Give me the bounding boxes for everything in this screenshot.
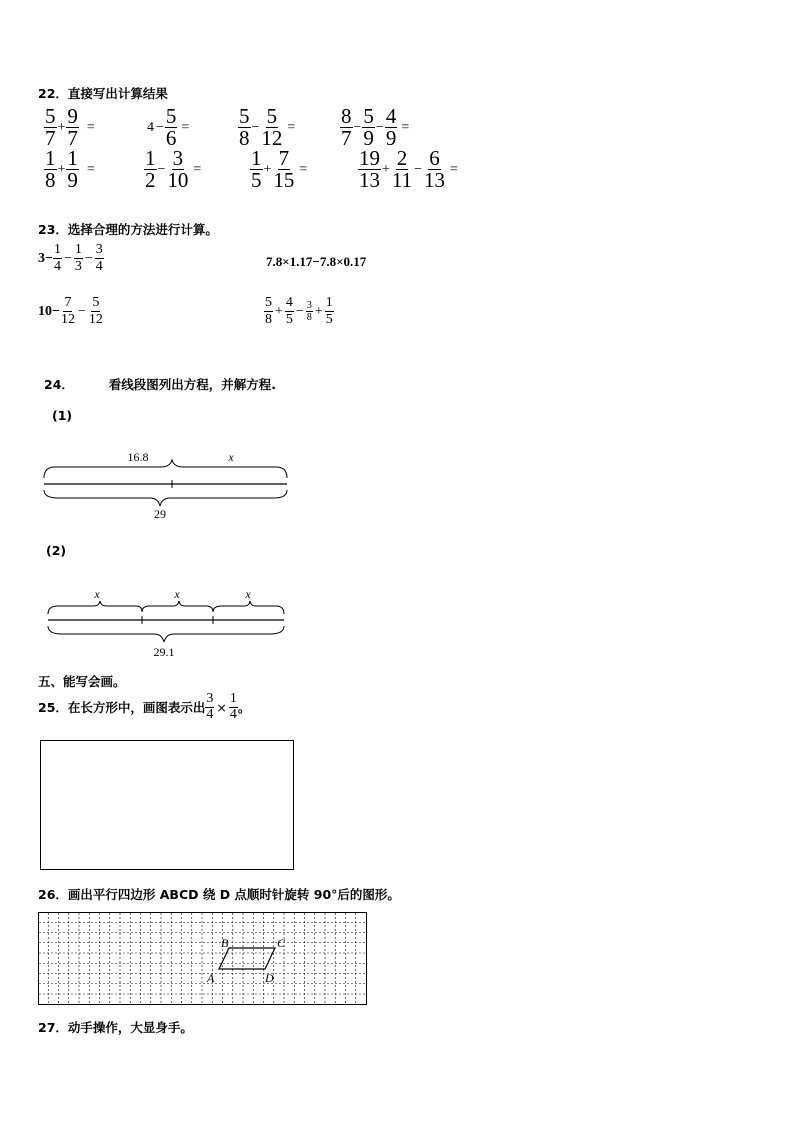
operator: + [263, 161, 272, 177]
q26-title: 26．画出平行四边形 ABCD 绕 D 点顺时针旋转 90°后的图形。 [38, 887, 400, 902]
denominator: 5 [251, 168, 262, 192]
q22-r2-e3 [250, 148, 308, 191]
grid-with-parallelogram[interactable] [38, 912, 368, 1006]
denominator: 7 [67, 126, 78, 150]
top-brace-1 [48, 601, 142, 614]
q25-prefix: 25．在长方形中，画图表示出 [38, 700, 206, 716]
vertex-label-d: D [265, 971, 274, 985]
denominator: 13 [359, 168, 380, 192]
denominator: 12 [261, 126, 283, 150]
numerator: 5 [266, 104, 278, 128]
operator: + [382, 161, 390, 177]
numerator: 5 [165, 104, 177, 128]
bottom-brace [44, 490, 287, 506]
q23-e2: 7.8×1.17−7.8×0.17 [266, 254, 367, 269]
vertex-label-b: B [221, 936, 229, 950]
parallelogram-abcd [219, 948, 275, 969]
total-label: 29 [154, 507, 166, 521]
q22-r1-e1 [44, 106, 96, 149]
numerator: 5 [45, 104, 56, 128]
numerator: 2 [396, 146, 408, 170]
q24-title: 24． 看线段图列出方程，并解方程. [44, 377, 276, 392]
segment-label-left: 16.8 [127, 450, 149, 464]
denominator: 4 [206, 706, 214, 722]
numerator: 1 [45, 146, 56, 170]
denominator: 11 [391, 168, 413, 192]
q23-e1 [38, 242, 104, 275]
operator: + [314, 303, 323, 319]
section5-title: 五、能写会画。 [38, 674, 126, 689]
numerator: 5 [363, 104, 374, 128]
q22-r1-e2 [146, 106, 190, 149]
denominator: 5 [325, 312, 333, 328]
denominator: 7 [341, 126, 352, 150]
numerator: 1 [53, 242, 62, 259]
q27-title: 27．动手操作，大显身手。 [38, 1020, 193, 1035]
q24-part1-label: (1) [52, 408, 73, 423]
denominator: 4 [95, 259, 103, 275]
denominator: 5 [285, 312, 293, 328]
numerator: 4 [385, 104, 397, 128]
drawing-rectangle[interactable] [40, 740, 294, 870]
numerator: 3 [306, 299, 312, 311]
q22-r1-e3 [238, 106, 296, 149]
operator: − [157, 161, 166, 177]
operator: − [414, 161, 423, 177]
dotted-grid [39, 913, 366, 1004]
numerator: 1 [229, 691, 237, 706]
q24-diagram-1 [30, 440, 300, 525]
top-brace [44, 460, 287, 478]
q25-title [38, 692, 250, 722]
q22-r2-e4 [358, 148, 459, 191]
denominator: 13 [424, 168, 446, 192]
segment-label-right: x [228, 450, 234, 464]
operator: − [375, 119, 384, 135]
equals: = [193, 161, 202, 177]
equals: = [181, 119, 190, 135]
segment-label-2: x [174, 587, 180, 601]
q22-r2-e2 [144, 148, 202, 191]
operator: × [216, 699, 227, 715]
denominator: 4 [53, 259, 61, 275]
q22-r2-e1 [44, 148, 96, 191]
numerator: 1 [67, 146, 78, 170]
operator: − [295, 303, 304, 319]
operator: + [275, 303, 283, 319]
equals: = [299, 161, 308, 177]
q25-suffix: 。 [237, 700, 251, 716]
numerator: 1 [251, 146, 262, 170]
equals: = [450, 161, 458, 177]
lead-term: 3− [38, 250, 53, 266]
operator: − [156, 119, 164, 135]
numerator: 3 [95, 242, 104, 259]
total-label: 29.1 [153, 645, 175, 659]
segment-label-3: x [245, 587, 251, 601]
denominator: 4 [229, 706, 237, 722]
denominator: 8 [45, 168, 56, 192]
denominator: 8 [306, 312, 312, 324]
denominator: 10 [167, 168, 189, 192]
numerator: 9 [67, 104, 78, 128]
numerator: 7 [278, 146, 290, 170]
equals: = [401, 119, 410, 135]
q23-e3 [38, 295, 104, 328]
q24-part2-label: (2) [46, 543, 67, 558]
operator: − [251, 119, 260, 135]
denominator: 6 [165, 126, 177, 150]
top-brace-3 [213, 601, 284, 614]
denominator: 8 [265, 312, 272, 328]
denominator: 7 [45, 126, 56, 150]
numerator: 5 [239, 104, 250, 128]
q22-title: 22．直接写出计算结果 [38, 86, 168, 101]
denominator: 15 [273, 168, 295, 192]
operator: − [63, 250, 72, 266]
q24-diagram-2 [36, 582, 296, 662]
segment-label-1: x [94, 587, 100, 601]
denominator: 9 [67, 168, 78, 192]
numerator: 5 [264, 295, 273, 312]
operator: − [77, 303, 86, 319]
equals: = [287, 119, 296, 135]
lead-term: 10− [38, 303, 60, 319]
vertex-label-c: C [277, 936, 286, 950]
q22-r1-e4 [340, 106, 410, 149]
numerator: 1 [145, 146, 156, 170]
numerator: 5 [91, 295, 100, 312]
vertex-label-a: A [207, 971, 215, 985]
equals: = [86, 161, 95, 177]
denominator: 9 [385, 126, 397, 150]
numerator: 7 [63, 295, 72, 312]
bottom-brace [48, 626, 284, 642]
q23-title: 23．选择合理的方法进行计算。 [38, 222, 218, 237]
top-brace-2 [142, 601, 213, 612]
operator: + [57, 119, 66, 135]
numerator: 3 [172, 146, 184, 170]
numerator: 4 [285, 295, 294, 312]
numerator: 3 [206, 691, 214, 706]
numerator: 8 [341, 104, 352, 128]
operator: + [57, 161, 66, 177]
denominator: 2 [145, 168, 156, 192]
numerator: 1 [325, 295, 334, 312]
whole-number: 4 [147, 119, 154, 135]
denominator: 12 [88, 312, 103, 328]
numerator: 19 [359, 146, 380, 170]
grid-border [39, 913, 367, 1005]
numerator: 1 [74, 242, 83, 259]
operator: − [353, 119, 362, 135]
equals: = [86, 119, 95, 135]
denominator: 8 [239, 126, 250, 150]
denominator: 3 [74, 259, 82, 275]
operator: − [84, 250, 93, 266]
denominator: 12 [60, 312, 75, 328]
numerator: 6 [429, 146, 440, 170]
q23-e4 [264, 295, 334, 328]
denominator: 9 [363, 126, 374, 150]
